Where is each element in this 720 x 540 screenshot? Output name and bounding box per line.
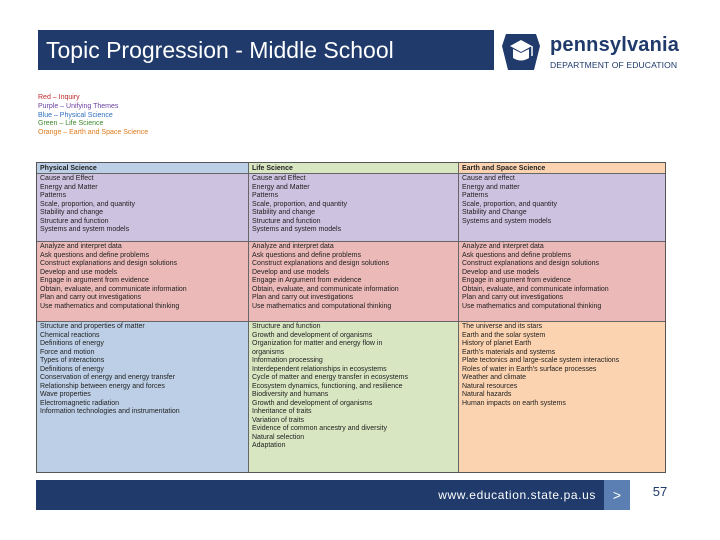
legend-item-life-science: Green – Life Science xyxy=(38,120,104,128)
table-cell-line: Weather and climate xyxy=(462,374,527,381)
table-cell-line: Scale, proportion, and quantity xyxy=(40,200,135,208)
table-cell-line: Use mathematics and computational thinking xyxy=(462,302,602,310)
table-cell-line: Develop and use models xyxy=(40,268,118,276)
table-cell-line: Structure and properties of matter xyxy=(40,323,145,330)
table-cell-line: Chemical reactions xyxy=(40,331,100,339)
table-cell-line: Earth and the solar system xyxy=(462,331,546,339)
table-cell-line: Systems and system models xyxy=(40,226,130,233)
next-arrow-button[interactable]: > xyxy=(604,480,630,510)
table-cell-line: Analyze and interpret data xyxy=(462,243,544,250)
table-cell-line: Scale, proportion, and quantity xyxy=(252,200,347,208)
table-cell-line: Plan and carry out investigations xyxy=(252,294,354,301)
keystone-icon xyxy=(500,32,542,72)
table-cell-line: Variation of traits xyxy=(252,416,305,424)
table-cell-line: Conservation of energy and energy transfer xyxy=(40,374,176,381)
legend-item-inquiry: Red – Inquiry xyxy=(38,94,80,101)
table-cell-line: Cycle of matter and energy transfer in ecosystems xyxy=(252,374,409,381)
table-cell-line: Engage in Argument from evidence xyxy=(252,277,362,284)
table-cell-line: Wave properties xyxy=(40,391,91,398)
table-cell-line: Energy and Matter xyxy=(40,183,98,191)
table-cell-line: Develop and use models xyxy=(252,268,330,276)
table-cell-line: Structure and function xyxy=(252,217,321,225)
table-cell-line: Stability and change xyxy=(252,209,316,216)
legend-item-physical-science: Blue – Physical Science xyxy=(38,111,113,119)
table-cell-line: Adaptation xyxy=(252,442,286,449)
table-cell-line: Roles of water in Earth's surface processes xyxy=(462,365,597,373)
page-number: 57 xyxy=(652,484,668,499)
table-cell-line: Ask questions and define problems xyxy=(462,251,571,259)
table-cell-line: Information processing xyxy=(252,357,323,364)
pa-education-logo xyxy=(500,30,690,74)
table-cell-line: Definitions of energy xyxy=(40,365,104,373)
table-cell-line: Force and motion xyxy=(40,348,95,356)
table-cell-line: Use mathematics and computational thinking xyxy=(40,302,180,310)
topic-progression-table xyxy=(36,162,666,473)
topics-life xyxy=(249,322,459,472)
table-cell-line: Energy and Matter xyxy=(252,183,310,191)
header-physical-science: Physical Science xyxy=(37,163,249,174)
footer-url-link[interactable]: www.education.state.pa.us xyxy=(438,488,596,502)
table-cell-line: Construct explanations and design solutions xyxy=(40,260,177,267)
themes-earth xyxy=(459,174,665,242)
table-cell-line: Obtain, evaluate, and communicate information xyxy=(252,285,399,293)
table-cell-line: The universe and its stars xyxy=(462,323,543,330)
table-cell-line: Engage in argument from evidence xyxy=(40,277,149,284)
header-life-science: Life Science xyxy=(249,163,459,174)
table-cell-line: Natural hazards xyxy=(462,391,512,398)
slide-title: Topic Progression - Middle School xyxy=(38,30,494,70)
table-cell-line: Patterns xyxy=(40,192,67,199)
table-cell-line: Information technologies and instrumentation xyxy=(40,408,180,415)
table-cell-line: Interdependent relationships in ecosystems xyxy=(252,365,387,373)
themes-life xyxy=(249,174,459,242)
table-cell-line: Electromagnetic radiation xyxy=(40,399,119,407)
table-cell-line: Systems and system models xyxy=(252,226,342,233)
table-cell-line: Plate tectonics and large-scale system interactions xyxy=(462,357,620,364)
table-cell-line: Relationship between energy and forces xyxy=(40,382,165,390)
table-cell-line: Structure and function xyxy=(40,217,109,225)
inquiry-earth xyxy=(459,242,665,322)
table-cell-line: Cause and Effect xyxy=(40,175,94,182)
topics-earth xyxy=(459,322,665,472)
table-cell-line: Stability and change xyxy=(40,209,104,216)
table-cell-line: Engage in argument from evidence xyxy=(462,277,571,284)
table-cell-line: Natural resources xyxy=(462,382,518,390)
table-cell-line: Use mathematics and computational thinking xyxy=(252,302,392,310)
table-cell-line: Ask questions and define problems xyxy=(252,251,361,259)
table-cell-line: Systems and system models xyxy=(462,217,552,225)
table-cell-line: Inheritance of traits xyxy=(252,408,312,415)
table-cell-line: Structure and function xyxy=(252,323,321,330)
table-cell-line: Analyze and interpret data xyxy=(40,243,122,250)
table-cell-line: History of planet Earth xyxy=(462,340,532,347)
table-cell-line: Analyze and interpret data xyxy=(252,243,334,250)
table-cell-line: organisms xyxy=(252,348,285,356)
inquiry-life xyxy=(249,242,459,322)
table-cell-line: Patterns xyxy=(252,192,279,199)
table-cell-line: Cause and Effect xyxy=(252,175,306,182)
inquiry-physical xyxy=(37,242,249,322)
legend-item-earth-space: Orange – Earth and Space Science xyxy=(38,129,149,137)
table-cell-line: Obtain, evaluate, and communicate information xyxy=(40,285,187,293)
table-cell-line: Ask questions and define problems xyxy=(40,251,149,259)
logo-subtitle: DEPARTMENT OF EDUCATION xyxy=(550,60,678,70)
table-cell-line: Patterns xyxy=(462,192,489,199)
table-cell-line: Construct explanations and design solutions xyxy=(462,260,599,267)
table-cell-line: Construct explanations and design solutions xyxy=(252,260,389,267)
logo-name: pennsylvania xyxy=(550,34,680,56)
table-cell-line: Types of interactions xyxy=(40,357,105,364)
table-cell-line: Growth and development of organisms xyxy=(252,399,373,407)
table-cell-line: Earth's materials and systems xyxy=(462,348,556,356)
table-cell-line: Plan and carry out investigations xyxy=(40,294,142,301)
header-earth-space-science: Earth and Space Science xyxy=(459,163,665,174)
table-cell-line: Biodiversity and humans xyxy=(252,391,329,398)
table-cell-line: Develop and use models xyxy=(462,268,540,276)
color-legend xyxy=(38,94,148,138)
table-cell-line: Natural selection xyxy=(252,433,305,441)
table-cell-line: Organization for matter and energy flow in xyxy=(252,340,383,347)
table-cell-line: Scale, proportion, and quantity xyxy=(462,200,557,208)
table-cell-line: Stability and Change xyxy=(462,209,527,216)
table-cell-line: Growth and development of organisms xyxy=(252,331,373,339)
themes-physical xyxy=(37,174,249,242)
table-cell-line: Ecosystem dynamics, functioning, and resilience xyxy=(252,382,403,390)
table-cell-line: Human impacts on earth systems xyxy=(462,399,566,407)
legend-item-unifying-themes: Purple – Unifying Themes xyxy=(38,102,119,110)
table-cell-line: Evidence of common ancestry and diversity xyxy=(252,425,388,432)
topics-physical xyxy=(37,322,249,472)
table-cell-line: Energy and matter xyxy=(462,183,520,191)
table-cell-line: Plan and carry out investigations xyxy=(462,294,564,301)
table-cell-line: Cause and effect xyxy=(462,175,515,182)
table-cell-line: Definitions of energy xyxy=(40,340,104,347)
footer-bar xyxy=(36,480,604,510)
table-cell-line: Obtain, evaluate, and communicate information xyxy=(462,285,609,293)
